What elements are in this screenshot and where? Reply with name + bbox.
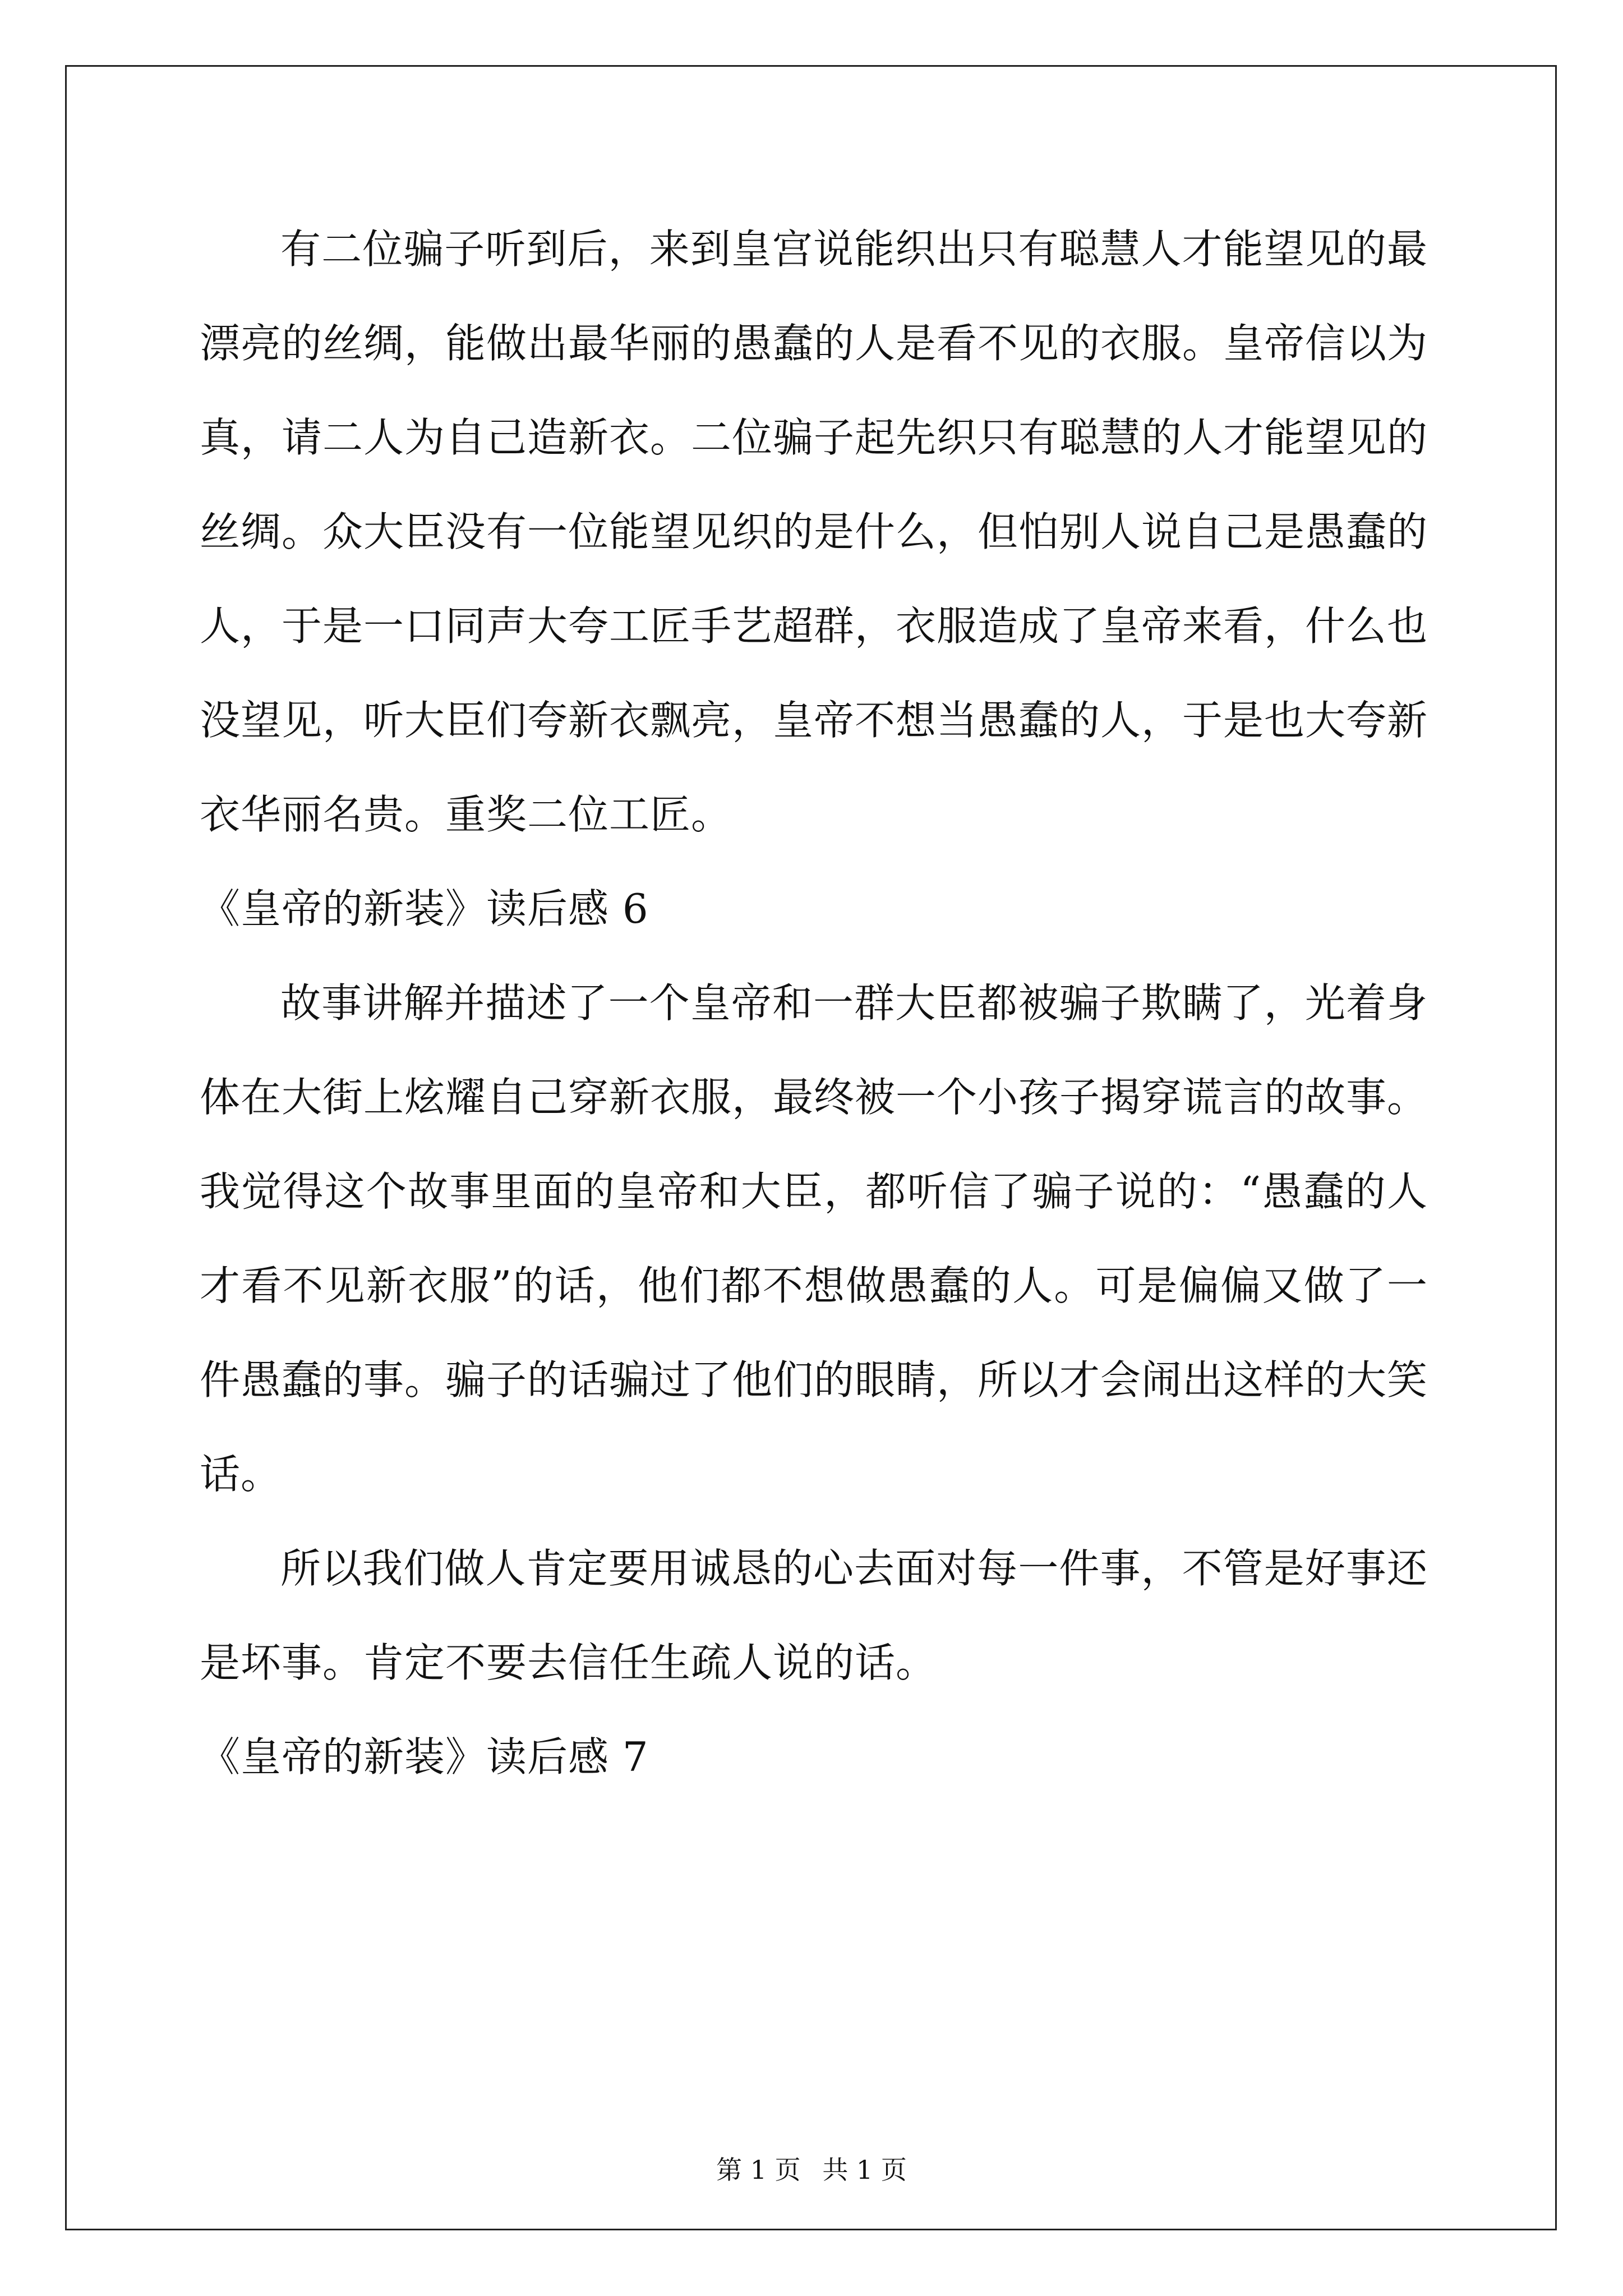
page-number: 第 1 页 xyxy=(716,2155,801,2185)
document-body xyxy=(200,202,1428,1804)
review-paragraph-1: 故事讲解并描述了一个皇帝和一群大臣都被骗子欺瞒了，光着身体在大街上炫耀自己穿新衣服，最终被一个小孩子揭穿谎言的故事。我觉得这个故事里面的皇帝和大臣，都听信了骗子说的：“愚蠢的人才看不见新衣服”的话，他们都不想做愚蠢的人。可是偏偏又做了一件愚蠢的事。骗子的话骗过了他们的眼睛，所以才会闹出这样的大笑话。 xyxy=(200,979,1428,1498)
story-paragraph: 有二位骗子听到后，来到皇宫说能织出只有聪慧人才能望见的最漂亮的丝绸，能做出最华丽的愚蠢的人是看不见的衣服。皇帝信以为真，请二人为自己造新衣。二位骗子起先织只有聪慧的人才能望见的丝绸。众大臣没有一位能望见织的是什么，但怕别人说自己是愚蠢的人，于是一口同声大夸工匠手艺超群，衣服造成了皇帝来看，什么也没望见，听大臣们夸新衣飘亮，皇帝不想当愚蠢的人，于是也大夸新衣华丽名贵。重奖二位工匠。 xyxy=(200,226,1428,838)
page-footer xyxy=(0,2153,1623,2187)
section-heading-6: 《皇帝的新装》读后感 6 xyxy=(200,885,649,932)
page-total: 共 1 页 xyxy=(822,2155,907,2185)
section-heading-7: 《皇帝的新装》读后感 7 xyxy=(200,1733,649,1780)
review-paragraph-2: 所以我们做人肯定要用诚恳的心去面对每一件事，不管是好事还是坏事。肯定不要去信任生疏人说的话。 xyxy=(200,1545,1428,1686)
